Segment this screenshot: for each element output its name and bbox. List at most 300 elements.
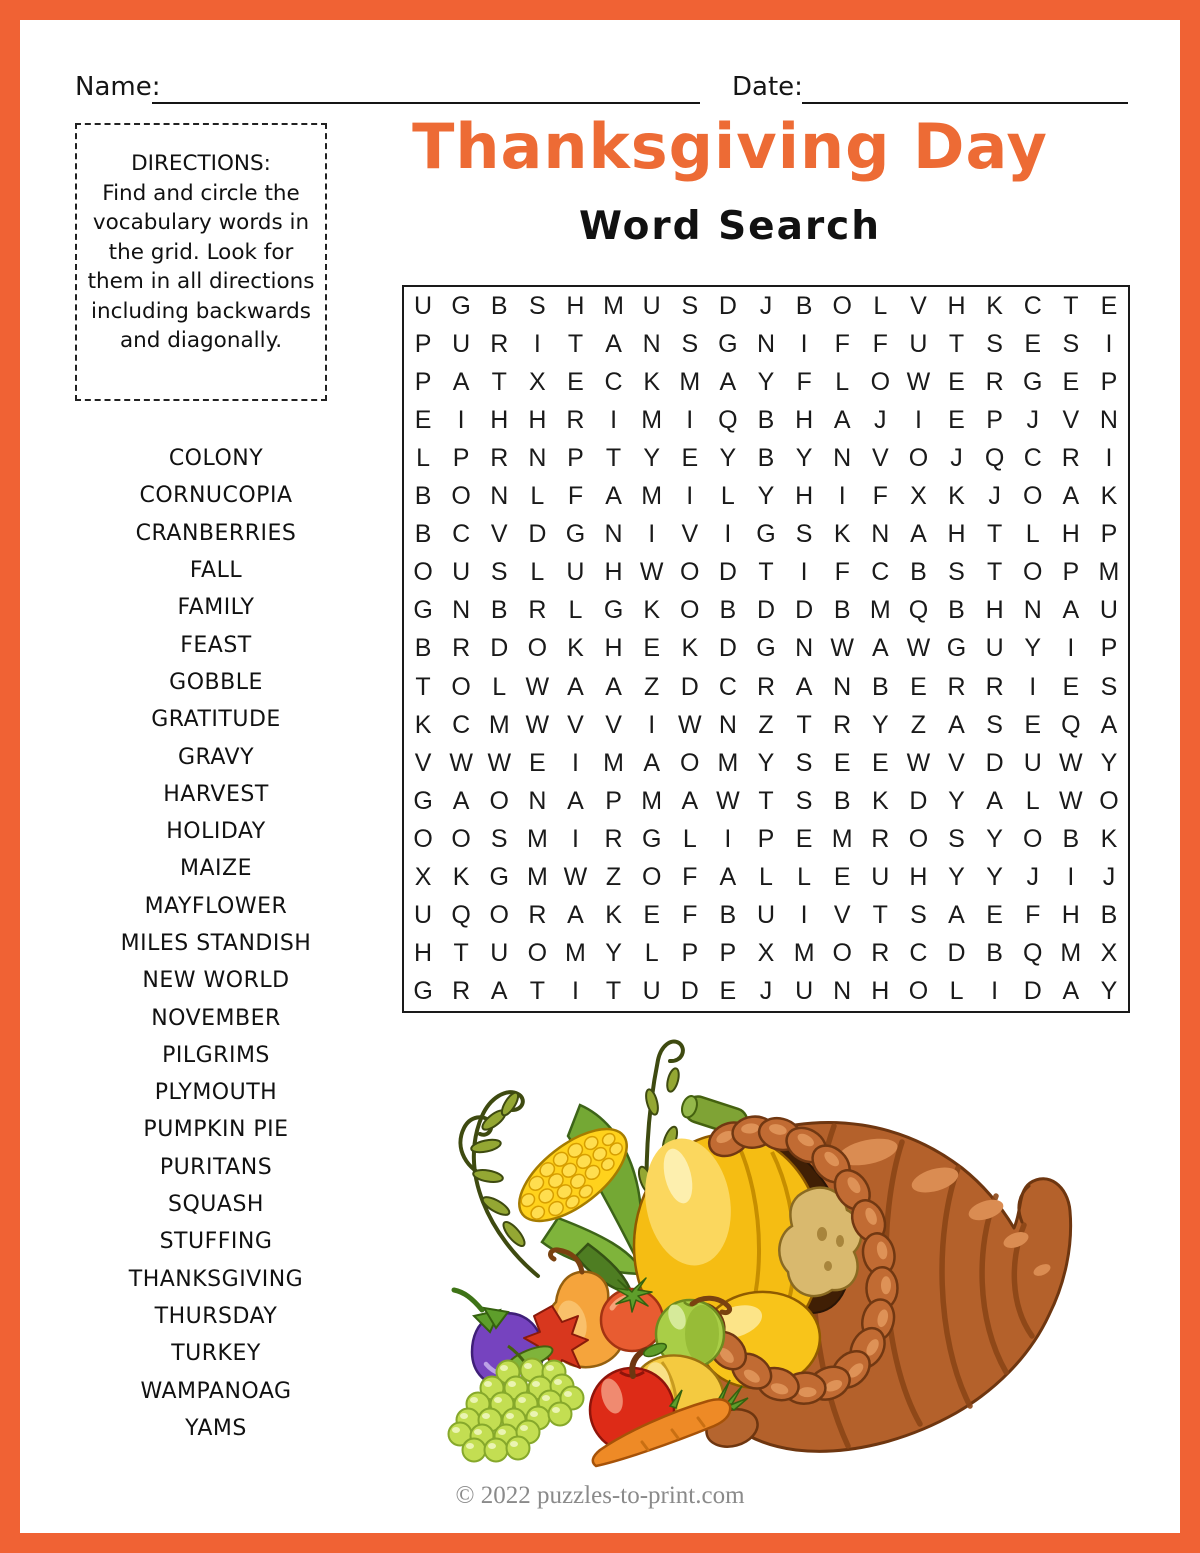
grid-cell[interactable]: F: [1025, 901, 1041, 930]
grid-cell[interactable]: Y: [757, 367, 775, 396]
grid-cell[interactable]: I: [1105, 329, 1113, 358]
grid-cell[interactable]: E: [1100, 291, 1118, 320]
grid-cell[interactable]: Z: [644, 672, 660, 701]
grid-cell[interactable]: P: [567, 443, 584, 472]
grid-cell[interactable]: C: [1023, 291, 1042, 320]
grid-cell[interactable]: O: [413, 558, 433, 587]
grid-cell[interactable]: L: [492, 672, 507, 701]
grid-cell[interactable]: I: [724, 520, 732, 549]
grid-cell[interactable]: I: [457, 405, 465, 434]
grid-cell[interactable]: A: [795, 672, 813, 701]
grid-cell[interactable]: F: [796, 367, 812, 396]
grid-cell[interactable]: P: [719, 939, 737, 968]
grid-cell[interactable]: O: [680, 596, 700, 625]
grid-cell[interactable]: M: [1098, 558, 1120, 587]
grid-cell[interactable]: Y: [757, 482, 775, 511]
grid-cell[interactable]: K: [643, 596, 661, 625]
grid-cell[interactable]: B: [910, 558, 927, 587]
grid-cell[interactable]: J: [1102, 863, 1116, 892]
grid-cell[interactable]: I: [1105, 443, 1113, 472]
grid-cell[interactable]: G: [946, 634, 967, 663]
grid-cell[interactable]: S: [681, 329, 699, 358]
grid-cell[interactable]: T: [1063, 291, 1079, 320]
grid-cell[interactable]: O: [489, 786, 509, 815]
grid-cell[interactable]: A: [1062, 977, 1080, 1006]
grid-cell[interactable]: V: [567, 710, 584, 739]
grid-cell[interactable]: M: [565, 939, 586, 968]
grid-cell[interactable]: E: [414, 405, 432, 434]
grid-cell[interactable]: D: [528, 520, 547, 549]
grid-cell[interactable]: B: [871, 672, 889, 701]
grid-cell[interactable]: J: [950, 443, 963, 472]
grid-cell[interactable]: U: [871, 863, 890, 892]
grid-cell[interactable]: M: [641, 405, 663, 434]
grid-cell[interactable]: O: [870, 367, 891, 396]
grid-cell[interactable]: D: [909, 786, 928, 815]
grid-cell[interactable]: A: [452, 786, 470, 815]
grid-cell[interactable]: S: [1062, 329, 1080, 358]
grid-cell[interactable]: G: [641, 825, 662, 854]
grid-cell[interactable]: H: [947, 520, 966, 549]
grid-cell[interactable]: H: [871, 977, 890, 1006]
grid-cell[interactable]: K: [567, 634, 584, 663]
grid-cell[interactable]: H: [909, 863, 928, 892]
grid-cell[interactable]: H: [1061, 520, 1080, 549]
grid-cell[interactable]: P: [1100, 520, 1118, 549]
grid-cell[interactable]: B: [757, 443, 775, 472]
grid-cell[interactable]: A: [1062, 596, 1080, 625]
grid-cell[interactable]: U: [1099, 596, 1118, 625]
grid-cell[interactable]: V: [833, 901, 851, 930]
grid-cell[interactable]: G: [413, 786, 433, 815]
grid-cell[interactable]: G: [413, 596, 433, 625]
grid-cell[interactable]: P: [605, 786, 622, 815]
grid-cell[interactable]: P: [757, 825, 775, 854]
grid-cell[interactable]: U: [452, 329, 471, 358]
grid-cell[interactable]: Z: [910, 710, 927, 739]
grid-cell[interactable]: S: [490, 558, 508, 587]
grid-cell[interactable]: E: [1062, 672, 1080, 701]
grid-cell[interactable]: R: [947, 672, 966, 701]
grid-cell[interactable]: A: [719, 367, 737, 396]
grid-cell[interactable]: C: [604, 367, 623, 396]
grid-cell[interactable]: S: [986, 329, 1003, 358]
grid-cell[interactable]: N: [795, 634, 814, 663]
grid-cell[interactable]: O: [451, 482, 471, 511]
grid-cell[interactable]: A: [1100, 710, 1118, 739]
grid-cell[interactable]: A: [605, 329, 622, 358]
grid-cell[interactable]: Q: [1061, 710, 1081, 739]
grid-cell[interactable]: H: [604, 634, 623, 663]
grid-cell[interactable]: D: [718, 291, 737, 320]
grid-cell[interactable]: X: [757, 939, 775, 968]
grid-cell[interactable]: I: [991, 977, 999, 1006]
grid-cell[interactable]: B: [948, 596, 965, 625]
grid-cell[interactable]: F: [682, 863, 698, 892]
grid-cell[interactable]: C: [452, 710, 471, 739]
grid-cell[interactable]: S: [795, 748, 813, 777]
grid-cell[interactable]: O: [680, 748, 700, 777]
grid-cell[interactable]: X: [1100, 939, 1118, 968]
grid-cell[interactable]: A: [871, 634, 889, 663]
grid-cell[interactable]: P: [1100, 367, 1118, 396]
grid-cell[interactable]: L: [873, 291, 888, 320]
grid-cell[interactable]: K: [1100, 825, 1118, 854]
grid-cell[interactable]: F: [872, 482, 888, 511]
name-input-line[interactable]: [152, 102, 700, 104]
grid-cell[interactable]: M: [641, 786, 663, 815]
grid-cell[interactable]: E: [910, 672, 927, 701]
grid-cell[interactable]: G: [718, 329, 738, 358]
grid-cell[interactable]: I: [914, 405, 922, 434]
grid-cell[interactable]: V: [948, 748, 965, 777]
grid-cell[interactable]: L: [797, 863, 812, 892]
grid-cell[interactable]: H: [947, 291, 966, 320]
grid-cell[interactable]: I: [838, 482, 846, 511]
grid-cell[interactable]: N: [833, 443, 852, 472]
grid-cell[interactable]: Y: [757, 748, 775, 777]
grid-cell[interactable]: A: [567, 901, 584, 930]
grid-cell[interactable]: L: [644, 939, 659, 968]
grid-cell[interactable]: D: [985, 748, 1004, 777]
grid-cell[interactable]: R: [528, 596, 547, 625]
grid-cell[interactable]: R: [490, 329, 509, 358]
grid-cell[interactable]: M: [679, 367, 701, 396]
grid-cell[interactable]: W: [487, 748, 512, 777]
grid-cell[interactable]: N: [756, 329, 776, 358]
grid-cell[interactable]: K: [833, 520, 851, 549]
grid-cell[interactable]: I: [533, 329, 541, 358]
grid-cell[interactable]: C: [871, 558, 890, 587]
grid-cell[interactable]: R: [871, 939, 890, 968]
grid-cell[interactable]: N: [1023, 596, 1042, 625]
grid-cell[interactable]: N: [490, 482, 509, 511]
grid-cell[interactable]: W: [449, 748, 473, 777]
grid-cell[interactable]: G: [603, 596, 624, 625]
grid-cell[interactable]: Y: [605, 939, 622, 968]
grid-cell[interactable]: K: [681, 634, 699, 663]
grid-cell[interactable]: A: [986, 786, 1003, 815]
grid-cell[interactable]: O: [413, 825, 433, 854]
grid-cell[interactable]: K: [986, 291, 1003, 320]
grid-cell[interactable]: B: [795, 291, 813, 320]
grid-cell[interactable]: U: [414, 291, 433, 320]
grid-cell[interactable]: J: [759, 291, 773, 320]
word-search-grid[interactable]: [402, 285, 1130, 1013]
grid-cell[interactable]: D: [680, 672, 699, 701]
grid-cell[interactable]: T: [605, 977, 622, 1006]
grid-cell[interactable]: A: [567, 672, 584, 701]
grid-cell[interactable]: C: [718, 672, 737, 701]
grid-cell[interactable]: D: [756, 596, 776, 625]
grid-cell[interactable]: D: [718, 558, 737, 587]
grid-cell[interactable]: L: [568, 596, 583, 625]
grid-cell[interactable]: R: [1061, 443, 1080, 472]
grid-cell[interactable]: G: [451, 291, 471, 320]
grid-cell[interactable]: V: [605, 710, 622, 739]
grid-cell[interactable]: L: [530, 558, 545, 587]
grid-cell[interactable]: Y: [643, 443, 661, 472]
grid-cell[interactable]: J: [1026, 863, 1039, 892]
grid-cell[interactable]: K: [605, 901, 622, 930]
grid-cell[interactable]: M: [831, 825, 853, 854]
grid-cell[interactable]: B: [414, 482, 432, 511]
grid-cell[interactable]: A: [1062, 482, 1080, 511]
grid-cell[interactable]: U: [642, 291, 661, 320]
grid-cell[interactable]: T: [491, 367, 507, 396]
grid-cell[interactable]: Y: [948, 863, 965, 892]
grid-cell[interactable]: O: [1023, 482, 1043, 511]
grid-cell[interactable]: B: [414, 634, 432, 663]
grid-cell[interactable]: I: [800, 558, 808, 587]
grid-cell[interactable]: R: [528, 901, 547, 930]
grid-cell[interactable]: H: [985, 596, 1004, 625]
grid-cell[interactable]: T: [986, 520, 1003, 549]
grid-cell[interactable]: W: [716, 786, 740, 815]
grid-cell[interactable]: P: [1062, 558, 1080, 587]
grid-cell[interactable]: S: [948, 558, 965, 587]
grid-cell[interactable]: A: [605, 672, 622, 701]
date-input-line[interactable]: [802, 102, 1128, 104]
grid-cell[interactable]: B: [719, 901, 737, 930]
grid-cell[interactable]: V: [414, 748, 432, 777]
grid-cell[interactable]: Y: [986, 863, 1003, 892]
grid-cell[interactable]: T: [758, 786, 774, 815]
grid-cell[interactable]: W: [525, 672, 550, 701]
grid-cell[interactable]: L: [720, 482, 735, 511]
grid-cell[interactable]: N: [833, 977, 852, 1006]
grid-cell[interactable]: J: [874, 405, 887, 434]
grid-cell[interactable]: R: [833, 710, 852, 739]
grid-cell[interactable]: O: [908, 825, 929, 854]
grid-cell[interactable]: B: [1062, 825, 1080, 854]
grid-cell[interactable]: S: [795, 520, 813, 549]
grid-cell[interactable]: B: [833, 596, 851, 625]
grid-cell[interactable]: A: [643, 748, 661, 777]
grid-cell[interactable]: A: [948, 901, 965, 930]
grid-cell[interactable]: Q: [451, 901, 471, 930]
grid-cell[interactable]: W: [906, 634, 931, 663]
grid-cell[interactable]: R: [985, 672, 1004, 701]
grid-cell[interactable]: P: [1100, 634, 1118, 663]
grid-cell[interactable]: H: [1061, 901, 1080, 930]
grid-cell[interactable]: G: [413, 977, 433, 1006]
grid-cell[interactable]: F: [834, 329, 850, 358]
grid-cell[interactable]: I: [800, 329, 808, 358]
grid-cell[interactable]: O: [489, 901, 509, 930]
grid-cell[interactable]: L: [530, 482, 545, 511]
grid-cell[interactable]: N: [1099, 405, 1118, 434]
grid-cell[interactable]: O: [451, 672, 471, 701]
grid-cell[interactable]: S: [948, 825, 965, 854]
grid-cell[interactable]: O: [832, 291, 852, 320]
grid-cell[interactable]: A: [605, 482, 622, 511]
grid-cell[interactable]: M: [526, 863, 548, 892]
grid-cell[interactable]: S: [681, 291, 699, 320]
grid-cell[interactable]: G: [565, 520, 586, 549]
grid-cell[interactable]: L: [949, 977, 964, 1006]
grid-cell[interactable]: A: [948, 710, 965, 739]
grid-cell[interactable]: D: [947, 939, 966, 968]
grid-cell[interactable]: F: [567, 482, 584, 511]
grid-cell[interactable]: B: [414, 520, 432, 549]
grid-cell[interactable]: E: [529, 748, 546, 777]
grid-cell[interactable]: M: [488, 710, 510, 739]
grid-cell[interactable]: K: [1100, 482, 1118, 511]
grid-cell[interactable]: K: [643, 367, 661, 396]
grid-cell[interactable]: B: [490, 291, 508, 320]
grid-cell[interactable]: J: [759, 977, 773, 1006]
grid-cell[interactable]: V: [871, 443, 889, 472]
grid-cell[interactable]: E: [948, 405, 965, 434]
grid-cell[interactable]: P: [414, 367, 432, 396]
grid-cell[interactable]: O: [641, 863, 662, 892]
grid-cell[interactable]: U: [414, 901, 433, 930]
grid-cell[interactable]: J: [1026, 405, 1039, 434]
grid-cell[interactable]: D: [1023, 977, 1042, 1006]
grid-cell[interactable]: V: [1062, 405, 1080, 434]
grid-cell[interactable]: H: [566, 291, 585, 320]
grid-cell[interactable]: Y: [719, 443, 737, 472]
grid-cell[interactable]: R: [566, 405, 585, 434]
grid-cell[interactable]: C: [452, 520, 471, 549]
grid-cell[interactable]: O: [1023, 558, 1043, 587]
grid-cell[interactable]: G: [756, 520, 776, 549]
grid-cell[interactable]: H: [414, 939, 433, 968]
grid-cell[interactable]: O: [832, 939, 852, 968]
grid-cell[interactable]: P: [986, 405, 1003, 434]
grid-cell[interactable]: N: [452, 596, 471, 625]
grid-cell[interactable]: O: [451, 825, 471, 854]
grid-cell[interactable]: N: [528, 786, 547, 815]
grid-cell[interactable]: M: [1060, 939, 1082, 968]
grid-cell[interactable]: Q: [984, 443, 1005, 472]
grid-cell[interactable]: O: [908, 977, 929, 1006]
grid-cell[interactable]: E: [948, 367, 965, 396]
grid-cell[interactable]: X: [414, 863, 432, 892]
grid-cell[interactable]: I: [1067, 634, 1075, 663]
grid-cell[interactable]: R: [452, 634, 471, 663]
grid-cell[interactable]: D: [490, 634, 509, 663]
grid-cell[interactable]: B: [986, 939, 1003, 968]
grid-cell[interactable]: N: [871, 520, 890, 549]
grid-cell[interactable]: T: [948, 329, 965, 358]
grid-cell[interactable]: D: [795, 596, 814, 625]
grid-cell[interactable]: S: [986, 710, 1003, 739]
grid-cell[interactable]: X: [529, 367, 546, 396]
grid-cell[interactable]: K: [871, 786, 889, 815]
grid-cell[interactable]: U: [452, 558, 471, 587]
grid-cell[interactable]: T: [415, 672, 431, 701]
grid-cell[interactable]: Y: [1100, 748, 1118, 777]
grid-cell[interactable]: R: [985, 367, 1004, 396]
grid-cell[interactable]: C: [909, 939, 928, 968]
grid-cell[interactable]: Y: [1024, 634, 1042, 663]
grid-cell[interactable]: E: [795, 825, 813, 854]
grid-cell[interactable]: R: [871, 825, 890, 854]
grid-cell[interactable]: E: [567, 367, 584, 396]
grid-cell[interactable]: N: [528, 443, 547, 472]
grid-cell[interactable]: I: [1067, 863, 1075, 892]
grid-cell[interactable]: B: [1100, 901, 1118, 930]
grid-cell[interactable]: F: [834, 558, 850, 587]
grid-cell[interactable]: A: [681, 786, 699, 815]
grid-cell[interactable]: M: [603, 291, 624, 320]
grid-cell[interactable]: P: [414, 329, 432, 358]
grid-cell[interactable]: M: [641, 482, 663, 511]
grid-cell[interactable]: N: [718, 710, 737, 739]
grid-cell[interactable]: H: [795, 482, 814, 511]
grid-cell[interactable]: P: [452, 443, 470, 472]
grid-cell[interactable]: U: [566, 558, 585, 587]
grid-cell[interactable]: M: [793, 939, 815, 968]
grid-cell[interactable]: G: [489, 863, 509, 892]
grid-cell[interactable]: E: [719, 977, 737, 1006]
grid-cell[interactable]: O: [680, 558, 700, 587]
grid-cell[interactable]: C: [1023, 443, 1042, 472]
grid-cell[interactable]: I: [686, 405, 694, 434]
grid-cell[interactable]: D: [718, 634, 737, 663]
grid-cell[interactable]: Y: [871, 710, 889, 739]
grid-cell[interactable]: A: [567, 786, 584, 815]
grid-cell[interactable]: W: [563, 863, 588, 892]
grid-cell[interactable]: B: [757, 405, 775, 434]
grid-cell[interactable]: I: [686, 482, 694, 511]
grid-cell[interactable]: H: [795, 405, 814, 434]
grid-cell[interactable]: H: [604, 558, 623, 587]
grid-cell[interactable]: Z: [605, 863, 622, 892]
grid-cell[interactable]: E: [1024, 710, 1042, 739]
grid-cell[interactable]: L: [1025, 520, 1040, 549]
grid-cell[interactable]: U: [795, 977, 814, 1006]
grid-cell[interactable]: I: [571, 825, 579, 854]
grid-cell[interactable]: S: [795, 786, 813, 815]
grid-cell[interactable]: U: [985, 634, 1004, 663]
grid-cell[interactable]: I: [648, 520, 656, 549]
grid-cell[interactable]: L: [759, 863, 773, 892]
grid-cell[interactable]: U: [909, 329, 928, 358]
grid-cell[interactable]: E: [986, 901, 1003, 930]
grid-cell[interactable]: Y: [948, 786, 965, 815]
grid-cell[interactable]: S: [490, 825, 508, 854]
grid-cell[interactable]: A: [910, 520, 927, 549]
grid-cell[interactable]: O: [527, 634, 548, 663]
grid-cell[interactable]: O: [527, 939, 548, 968]
grid-cell[interactable]: B: [719, 596, 737, 625]
grid-cell[interactable]: L: [1025, 786, 1040, 815]
grid-cell[interactable]: Q: [1023, 939, 1043, 968]
grid-cell[interactable]: K: [452, 863, 470, 892]
grid-cell[interactable]: Y: [795, 443, 813, 472]
grid-cell[interactable]: Q: [718, 405, 738, 434]
grid-cell[interactable]: A: [490, 977, 508, 1006]
grid-cell[interactable]: W: [639, 558, 664, 587]
grid-cell[interactable]: E: [643, 634, 661, 663]
grid-cell[interactable]: T: [529, 977, 545, 1006]
grid-cell[interactable]: M: [526, 825, 548, 854]
grid-cell[interactable]: L: [835, 367, 850, 396]
grid-cell[interactable]: T: [605, 443, 622, 472]
grid-cell[interactable]: S: [1100, 672, 1118, 701]
grid-cell[interactable]: V: [490, 520, 508, 549]
grid-cell[interactable]: I: [571, 748, 579, 777]
grid-cell[interactable]: M: [717, 748, 739, 777]
grid-cell[interactable]: W: [1059, 786, 1083, 815]
grid-cell[interactable]: T: [567, 329, 584, 358]
grid-cell[interactable]: A: [719, 863, 737, 892]
grid-cell[interactable]: A: [833, 405, 851, 434]
grid-cell[interactable]: E: [833, 863, 851, 892]
